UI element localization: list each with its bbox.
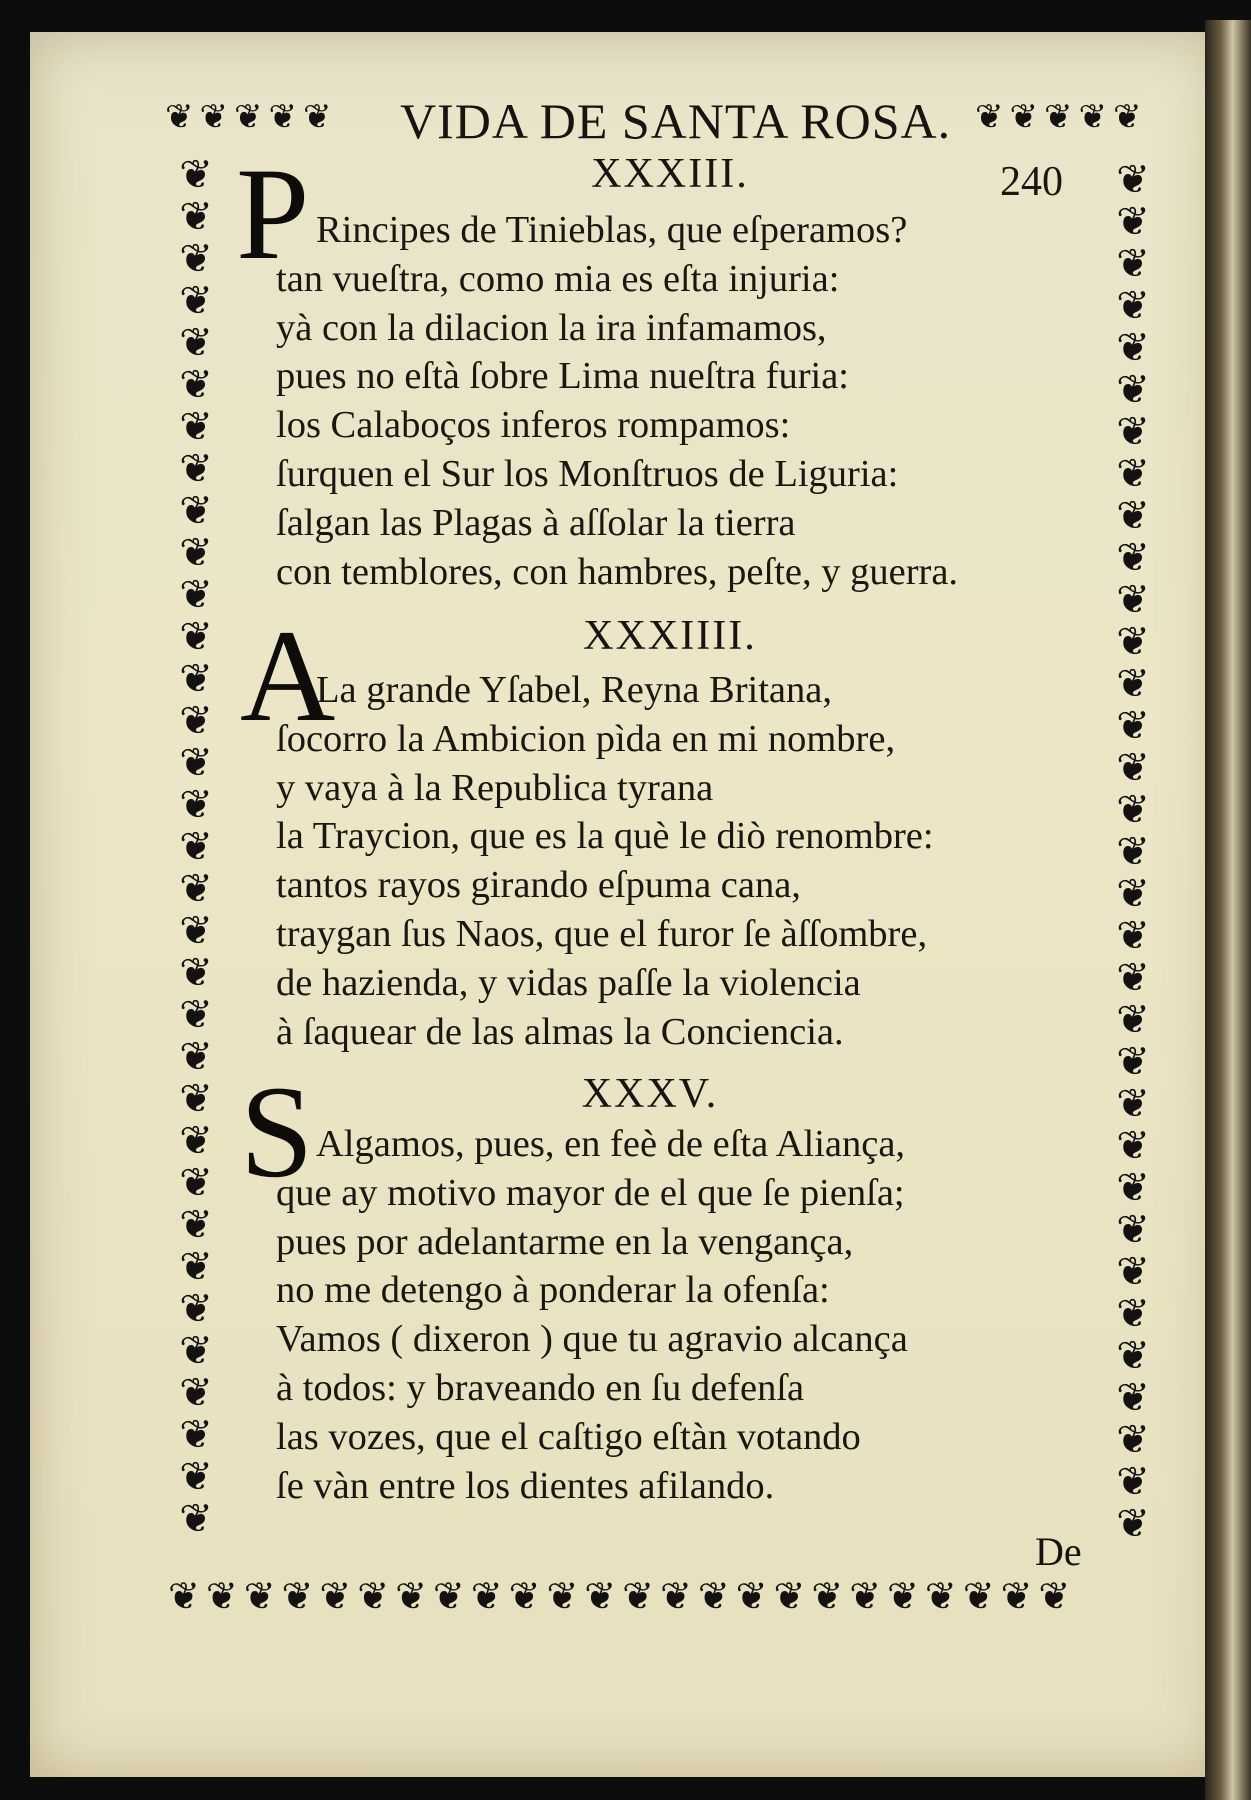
verse-line: à todos: y braveando en ſu defenſa [276, 1366, 805, 1409]
running-title: VIDA DE SANTA ROSA. [400, 93, 952, 149]
verse-line: Rincipes de Tinieblas, que eſperamos? [316, 209, 908, 251]
verse-line: traygan ſus Naos, que el furor ſe àſſombre, [276, 912, 928, 955]
stanza-xxxiiii [276, 666, 1076, 1056]
stanza-number: XXXIIII. [583, 613, 757, 659]
verse-line: las vozes, que el caſtigo eſtàn votando [276, 1415, 861, 1458]
drop-cap: A [240, 602, 336, 749]
verse-line: tan vueſtra, como mia es eſta injuria: [276, 257, 840, 300]
verse-line: los Calaboços inferos rompamos: [276, 404, 791, 447]
header-ornament-right: ❦ ❦ ❦ ❦ ❦ [975, 100, 1142, 134]
drop-cap: S [240, 1058, 314, 1205]
verse-line: no me detengo à ponderar la ofenſa: [276, 1269, 830, 1312]
verse-line: ſalgan las Plagas à aſſolar la tierra [276, 501, 796, 544]
verse-line: con temblores, con hambres, peſte, y guerra. [276, 550, 959, 593]
verse-line: pues por adelantarme en la vengança, [276, 1220, 854, 1263]
bottom-ornament-border: ❦ ❦ ❦ ❦ ❦ ❦ ❦ ❦ ❦ ❦ ❦ ❦ ❦ ❦ ❦ ❦ ❦ ❦ ❦ ❦ ❦ ❦ ❦ ❦ [168, 1576, 1071, 1616]
verse-line: ſurquen el Sur los Monſtruos de Liguria: [276, 452, 899, 495]
verse-line: pues no eſtà ſobre Lima nueſtra furia: [276, 355, 850, 398]
verse-line: Algamos, pues, en feè de eſta Aliança, [316, 1123, 906, 1165]
drop-cap: P [236, 140, 310, 287]
stanza-number: XXXV. [581, 1071, 719, 1117]
verse-line: La grande Yſabel, Reyna Britana, [316, 669, 832, 711]
page-number: 240 [1000, 159, 1063, 205]
right-ornament-border: ❦ ❦ ❦ ❦ ❦ ❦ ❦ ❦ ❦ ❦ ❦ ❦ ❦ ❦ ❦ ❦ ❦ ❦ ❦ ❦ ❦ ❦ ❦ ❦ ❦ ❦ ❦ ❦ ❦ ❦ ❦ ❦ ❦ [1116, 160, 1150, 1547]
verse-line: yà con la dilacion la ira infamamos, [276, 306, 827, 349]
book-binding-edge [1205, 20, 1251, 1800]
verse-line: que ay motivo mayor de el que ſe pienſa; [276, 1171, 905, 1214]
verse-line: ſocorro la Ambicion pìda en mi nombre, [276, 717, 896, 760]
verse-line: y vaya à la Republica tyrana [276, 766, 714, 809]
verse-line: la Traycion, que es la què le diò renombre: [276, 815, 934, 858]
verse-line: Vamos ( dixeron ) que tu agravio alcança [276, 1318, 908, 1361]
verse-line: tantos rayos girando eſpuma cana, [276, 864, 801, 907]
verse-line: à ſaquear de las almas la Conciencia. [276, 1010, 844, 1053]
verse-line: de hazienda, y vidas paſſe la violencia [276, 961, 861, 1004]
verse-line: ſe vàn entre los dientes afilando. [276, 1464, 775, 1507]
catchword: De [1035, 1529, 1082, 1574]
stanza-number: XXXIII. [591, 151, 749, 197]
stanza-xxxiii [276, 206, 1076, 596]
left-ornament-border: ❦ ❦ ❦ ❦ ❦ ❦ ❦ ❦ ❦ ❦ ❦ ❦ ❦ ❦ ❦ ❦ ❦ ❦ ❦ ❦ ❦ ❦ ❦ ❦ ❦ ❦ ❦ ❦ ❦ ❦ ❦ ❦ ❦ [179, 155, 213, 1542]
stanza-xxxv [276, 1120, 1076, 1510]
header-ornament-left: ❦ ❦ ❦ ❦ ❦ [165, 100, 332, 134]
